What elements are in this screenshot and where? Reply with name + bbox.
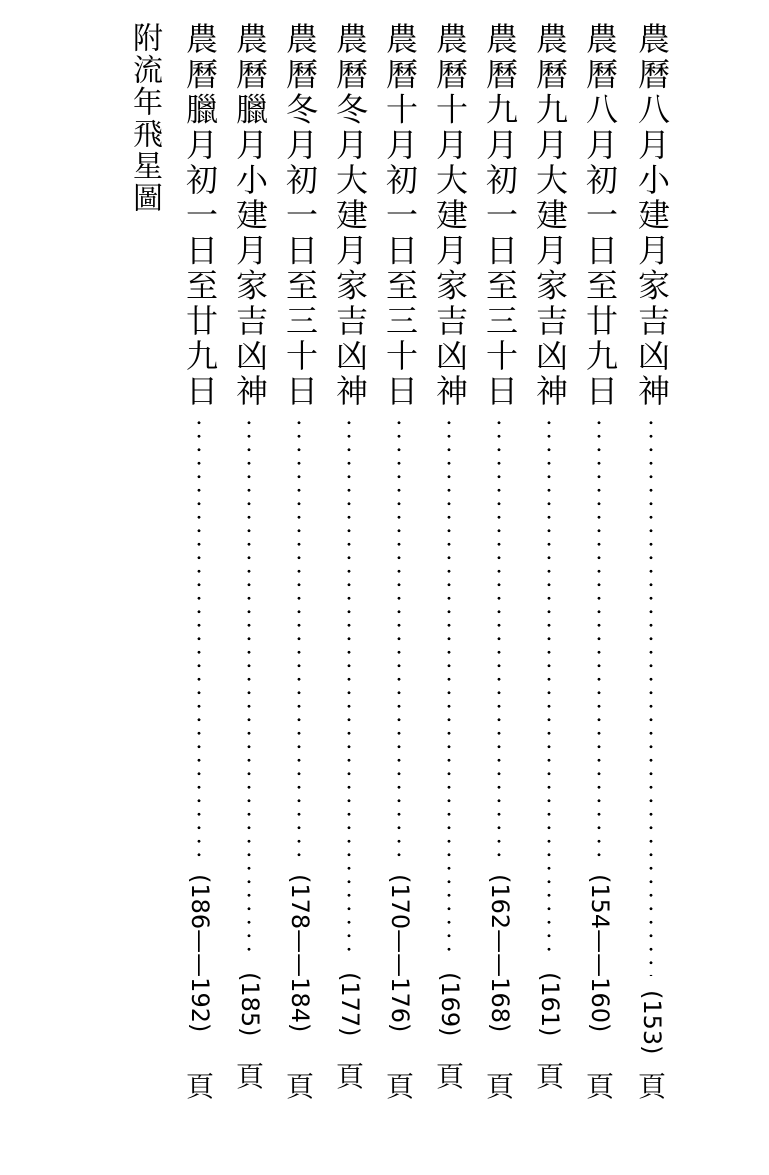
page-unit: 頁 <box>335 1060 364 1093</box>
page-unit: 頁 <box>535 1060 564 1093</box>
page-unit: 頁 <box>385 1070 414 1103</box>
entry-page-range: (169) <box>436 972 464 1037</box>
page-unit: 頁 <box>235 1060 264 1093</box>
dot-leader <box>297 416 301 866</box>
page-unit: 頁 <box>285 1070 314 1103</box>
page-unit: 頁 <box>185 1070 214 1103</box>
toc-entry[interactable] <box>428 22 472 1132</box>
entry-title: 農曆冬月大建月家吉凶神 <box>331 22 369 410</box>
entry-page-range: (161) <box>536 972 564 1037</box>
toc-entry[interactable] <box>228 22 272 1132</box>
toc-entry[interactable] <box>630 22 674 1132</box>
page-unit: 頁 <box>637 1070 666 1103</box>
entry-page-range: (178——184) <box>286 874 314 1033</box>
appendix-title[interactable]: 附流年飛星圖 <box>127 22 162 214</box>
entry-title: 農曆臘月初一日至廿九日 <box>181 22 219 410</box>
entry-page-range: (162——168) <box>486 874 514 1033</box>
entry-title: 農曆十月大建月家吉凶神 <box>431 22 469 410</box>
toc-entry[interactable] <box>278 22 322 1132</box>
entry-title: 農曆九月大建月家吉凶神 <box>531 22 569 410</box>
toc-entry[interactable] <box>378 22 422 1132</box>
entry-title: 農曆九月初一日至三十日 <box>481 22 519 410</box>
entry-page-range: (154——160) <box>586 874 614 1033</box>
dot-leader <box>597 416 601 866</box>
page-unit: 頁 <box>585 1070 614 1103</box>
entry-page-range: (153) <box>638 990 666 1055</box>
dot-leader <box>197 416 201 866</box>
dot-leader <box>547 416 551 961</box>
dot-leader <box>447 416 451 961</box>
dot-leader <box>247 416 251 961</box>
entry-page-range: (186——192) <box>186 874 214 1033</box>
entry-title: 農曆八月小建月家吉凶神 <box>633 22 671 410</box>
dot-leader <box>347 416 351 961</box>
entry-title: 農曆冬月初一日至三十日 <box>281 22 319 410</box>
page-unit: 頁 <box>485 1070 514 1103</box>
dot-leader <box>397 416 401 866</box>
dot-leader <box>649 416 653 976</box>
entry-page-range: (185) <box>236 972 264 1037</box>
toc-entry[interactable] <box>178 22 222 1132</box>
dot-leader <box>497 416 501 866</box>
entry-title: 農曆臘月小建月家吉凶神 <box>231 22 269 410</box>
toc-entry[interactable] <box>328 22 372 1132</box>
toc-entry[interactable] <box>478 22 522 1132</box>
entry-page-range: (170——176) <box>386 874 414 1033</box>
entry-title: 農曆八月初一日至廿九日 <box>581 22 619 410</box>
entry-page-range: (177) <box>336 972 364 1037</box>
page-unit: 頁 <box>435 1060 464 1093</box>
entry-title: 農曆十月初一日至三十日 <box>381 22 419 410</box>
toc-entry[interactable] <box>528 22 572 1132</box>
toc-entry[interactable] <box>578 22 622 1132</box>
